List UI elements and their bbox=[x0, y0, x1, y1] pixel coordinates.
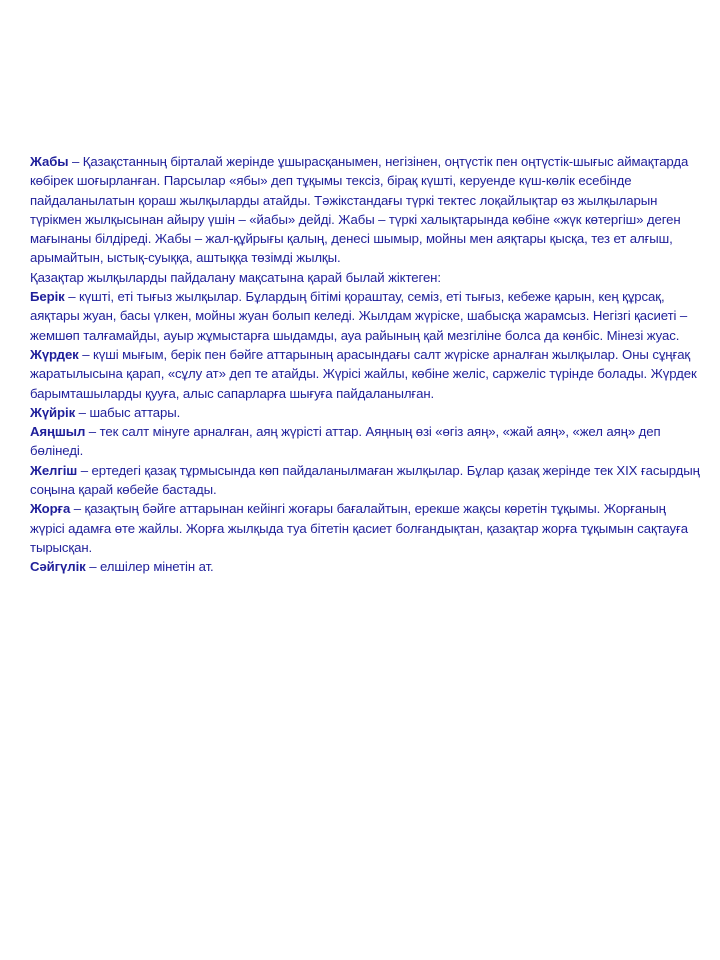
term-zhaby: Жабы bbox=[30, 154, 69, 169]
paragraph-zhelgish bbox=[30, 461, 700, 500]
paragraph-ayanshyl bbox=[30, 422, 700, 461]
term-zhelgish: Желгіш bbox=[30, 462, 78, 478]
paragraph-zhorga bbox=[30, 499, 700, 557]
definition-saigulik: – елшілер мінетін ат. bbox=[85, 559, 214, 575]
term-zhuirik: Жүйрік bbox=[30, 404, 76, 420]
paragraph-classification-intro bbox=[30, 268, 700, 287]
document-body bbox=[30, 152, 700, 577]
definition-zhorga: – қазақтың бәйге аттарынан кейінгі жоғары бағалайтын, ерекше жақсы көретін тұқымы. Жорғаның жүрісі адамға өте жайлы. Жорға жылқыда туа бітетін қасиет болғандықтан, қазақтар жорға тұқымын сақтауға тырысқан. bbox=[30, 501, 688, 555]
paragraph-berik bbox=[30, 287, 700, 345]
term-saigulik: Сәйгүлік bbox=[30, 559, 86, 575]
definition-ayanshyl: – тек салт мінуге арналған, аяң жүрісті аттар. Аяңның өзі «өгіз аяң», «жай аяң», «жел аяң» деп бөлінеді. bbox=[30, 424, 661, 459]
term-berik: Берік bbox=[30, 289, 65, 305]
paragraph-zhaby bbox=[30, 152, 700, 268]
definition-zhelgish: – ертедегі қазақ тұрмысында көп пайдаланылмаған жылқылар. Бұлар қазақ жерінде тек XIX ғасырдың соңына қарай көбейе бастады. bbox=[30, 462, 700, 498]
paragraph-zhurdek bbox=[30, 345, 700, 403]
definition-zhurdek: – күші мығым, берік пен бәйге аттарының арасындағы салт жүріске арналған жылқылар. Оны сұңғақ жаратылысына қарап, «сұлу ат» деп те атайды. Жүрісі жайлы, көбіне желіс, саржеліс түрінде болады. Жүрдек барымташыларды қууға, алыс сапарларға шығуға пайдаланылған. bbox=[30, 346, 697, 401]
term-ayanshyl: Аяңшыл bbox=[30, 424, 86, 440]
term-zhorga: Жорға bbox=[30, 501, 71, 517]
paragraph-saigulik bbox=[30, 557, 700, 576]
definition-zhaby: – Қазақстанның бірталай жерінде ұшырасқанымен, негізінен, оңтүстік пен оңтүстік-шығыс аймақтарда көбірек шоғырланған. Парсылар «ябы» деп тұқымы тексіз, бірақ күшті, керуенде күш-көлік есебінде пайдаланылатын қораш жылқыларды атайды. Тәжікстандағы түркі тектес лоқайлықтар өз жылқыларын түрікмен жылқысынан айыру үшін – «йабы» дейді. Жабы – түркі халықтарында көбіне «жүк көтергіш» деген мағынаны білдіреді. Жабы – жал-құйрығы қалың, денесі шымыр, мойны мен аяқтары қысқа, тез ет алғыш, арымайтын, ыстық-суыққа, аштыққа төзімді жылқы. bbox=[30, 154, 689, 266]
definition-zhuirik: – шабыс аттары. bbox=[75, 404, 181, 420]
term-zhurdek: Жүрдек bbox=[30, 346, 79, 362]
paragraph-zhuirik bbox=[30, 403, 700, 422]
classification-intro-text: Қазақтар жылқыларды пайдалану мақсатына қарай былай жіктеген: bbox=[30, 269, 441, 285]
definition-berik: – күшті, еті тығыз жылқылар. Бұлардың бітімі қораштау, семіз, еті тығыз, кебеже қарын, кең құрсақ, аяқтары жуан, басы үлкен, мойны жуан болып келеді. Жылдам жүріске, шабысқа жарамсыз. Негізгі қасиеті – жемшөп талғамайды, ауыр жұмыстарға шыдамды, ауа райының қай мезгіліне болса да көнбіс. Мінезі жуас. bbox=[30, 289, 688, 343]
